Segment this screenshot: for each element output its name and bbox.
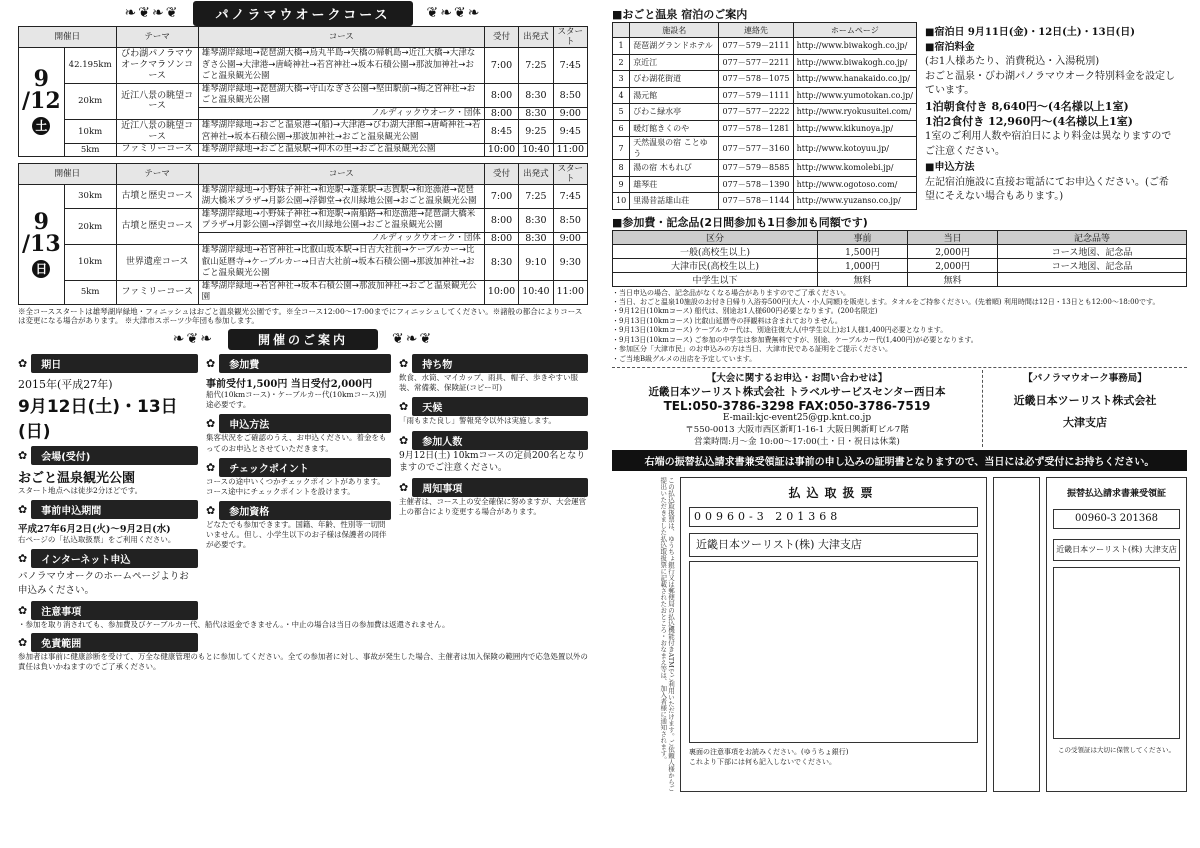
hotel-name: 雄琴荘: [630, 176, 719, 193]
hotel-index: 3: [613, 71, 630, 88]
venue-section: ✿ 会場(受付): [18, 446, 198, 465]
contact-email: E-mail:kjc-event25@gp.knt.co.jp: [722, 413, 872, 423]
course-route: 雄琴湖岸緑地→小野妹子神社→和迩駅→南船路→和迩漁港→琵琶湖大橋米プラザ→月影公園→浮御堂→衣川緑地公園→おごと温泉観光公園: [198, 208, 484, 232]
course-header-cell: テーマ: [116, 163, 198, 184]
course-header-cell: 受付: [484, 27, 518, 48]
ceremony-time: 9:25: [519, 120, 553, 144]
office-company: 近畿日本ツーリスト株式会社: [1013, 394, 1157, 407]
course-theme: 近江八景の眺望コース: [116, 83, 198, 119]
exempt-section: ✿ 免責範囲: [18, 633, 198, 652]
hotel-row: [613, 160, 917, 177]
course-theme: 近江八景の眺望コース: [116, 120, 198, 144]
day-date: [19, 48, 65, 156]
flower-icon: ✿: [399, 433, 409, 447]
stay-fee-sub: (お1人様あたり、消費税込・入湯税別): [925, 56, 1100, 67]
course-header-cell: スタート: [553, 27, 587, 48]
course-header-cell: コース: [198, 27, 484, 48]
course-row: [19, 245, 588, 280]
count-value: 9月12日(土) 10kmコースの定員200名となりますのでご注意ください。: [399, 450, 586, 473]
fee-note-line: ・9月13日(10kmコース) ケーブルカー代は、別途往復大人(中学生以上)お1人様1,400円必要となります。: [612, 326, 948, 335]
apply-value: 集客状況をご確認のうえ、お申込ください。着金をもってのお申込とさせていただきます。: [206, 433, 387, 453]
preapp-value: 平成27年6月2日(火)〜9月2日(水): [18, 524, 171, 536]
receipt-account: 00960-3 201368: [1053, 509, 1180, 529]
exempt-value: 参加者は事前に健康診断を受けて、万全な健康管理のもとに参加してください。全ての参加者に対し、事故が発生した場合、主催者は加入保険の範囲内で応急処置以外の責任は負いかねますのでご了承ください。: [18, 652, 588, 672]
fee-header-cell: 当日: [908, 230, 998, 244]
flower-icon: ✿: [18, 503, 28, 517]
start-time: 9:00: [553, 232, 587, 244]
flower-icon: ✿: [18, 357, 28, 371]
course-theme: びわ湖パノラマウオークマラソンコース: [116, 48, 198, 83]
reception-time: 8:30: [484, 245, 518, 280]
start-time: 9:45: [553, 120, 587, 144]
course-header-cell: 開催日: [19, 27, 117, 48]
course-header-cell: 出発式: [519, 163, 553, 184]
right-column: [612, 0, 1187, 848]
hotel-phone: 077－578－1075: [719, 71, 793, 88]
fee-cell: 1,000円: [817, 258, 907, 272]
hotel-url[interactable]: http://www.ogotoso.com/: [793, 176, 916, 193]
ceremony-time: 8:30: [519, 83, 553, 107]
flower-icon: ✿: [206, 460, 216, 474]
hotel-table: [612, 22, 917, 210]
course-route: 雄琴湖岸緑地→おごと温泉駅→仰木の里→おごと温泉観光公園: [198, 144, 484, 156]
fee-cell: 無料: [908, 272, 998, 286]
fee-cell: コース地図、記念品: [998, 258, 1187, 272]
fee-cell: [998, 272, 1187, 286]
hotel-row: [613, 54, 917, 71]
slip-note: 裏面の注意事項をお読みください。(ゆうちょ銀行): [689, 748, 849, 756]
receipt-slip: [1046, 477, 1187, 792]
course-distance: 20km: [64, 208, 116, 244]
hotel-header-cell: 施設名: [630, 23, 719, 38]
hotel-phone: 077－578－1281: [719, 120, 793, 137]
hotel-index: 7: [613, 137, 630, 160]
left-column: [18, 0, 588, 848]
receipt-payee: 近畿日本ツーリスト(株) 大津支店: [1053, 539, 1180, 561]
check-value: コースの途中いくつかチェックポイントがあります。コース途中にチェックポイントを設けます。: [206, 476, 385, 496]
slip-payee: 近畿日本ツーリスト(株) 大津支店: [689, 533, 978, 557]
weather-value: 「雨もまた良し」警報発令以外は実施します。: [399, 416, 556, 426]
hotel-name: びわこ緑水亭: [630, 104, 719, 121]
fee-cell: 中学生以下: [613, 272, 818, 286]
flower-icon: ✿: [399, 400, 409, 414]
course-row: [19, 48, 588, 83]
course-distance: 10km: [64, 120, 116, 144]
payment-slip: [680, 477, 987, 792]
info-col-2: [206, 354, 391, 597]
ceremony-time: 7:25: [519, 184, 553, 208]
course-route: 雄琴湖岸緑地→若宮神社→比叡山坂本駅→日吉大社前→ケーブルカー→比叡山延暦寺→ケーブルカー→日吉大社前→坂本石積公園→那波加神社→おごと温泉観光公園: [198, 245, 484, 280]
hotel-url[interactable]: http://www.biwakogh.co.jp/: [793, 38, 916, 55]
start-time: 11:00: [553, 280, 587, 304]
fee-row: [613, 244, 1187, 258]
stay-fee-title: ■宿泊料金: [925, 41, 975, 53]
count-section: ✿ 参加人数: [399, 431, 588, 450]
slip-notice-bar: 右端の振替払込請求書兼受領証は事前の申し込みの証明書となりますので、当日には必ず受付にお持ちください。: [612, 450, 1187, 471]
course-theme: 世界遺産コース: [116, 245, 198, 280]
day-dow: 土: [32, 117, 50, 135]
reception-time: 8:00: [484, 83, 518, 107]
course-theme: ファミリーコース: [116, 280, 198, 304]
reception-time: 7:00: [484, 48, 518, 83]
office-block: [982, 370, 1187, 447]
check-section: ✿ チェックポイント: [206, 458, 391, 477]
hotel-row: [613, 38, 917, 55]
hotel-name: 京近江: [630, 54, 719, 71]
day-day: /13: [22, 230, 61, 257]
hotel-index: 5: [613, 104, 630, 121]
course-route: 雄琴湖岸緑地→小野妹子神社→和迩駅→蓬莱駅→志賀駅→和迩漁港→琵琶湖大橋米プラザ→月影公園→浮御堂→衣川緑地公園→おごと温泉観光公園: [198, 184, 484, 208]
course-header-cell: スタート: [553, 163, 587, 184]
reception-time: 10:00: [484, 280, 518, 304]
start-time: 8:50: [553, 83, 587, 107]
venue-note: スタート地点へは徒歩2分ほどです。: [18, 486, 143, 496]
start-time: 7:45: [553, 184, 587, 208]
notice-section: ✿ 周知事項: [399, 478, 588, 497]
payment-slip-area: [612, 477, 1187, 792]
course-row: [19, 184, 588, 208]
day-date: [19, 184, 65, 304]
course-header-cell: コース: [198, 163, 484, 184]
hotel-name: 里湯昔話雄山荘: [630, 193, 719, 210]
course-distance: 20km: [64, 83, 116, 119]
fee-note-line: ・当日申込の場合、記念品がなくなる場合がありますのでご了承ください。: [612, 288, 850, 297]
hotel-row: [613, 137, 917, 160]
hotel-name: 湯の宿 木もれび: [630, 160, 719, 177]
start-time: 7:45: [553, 48, 587, 83]
hotel-url[interactable]: http://www.kotoyuu.jp/: [793, 137, 916, 160]
slip-instructions: この払込取扱票は、ゆうちょ銀行又は郵便局の払込機能付きATMでご利用いただけます。ご依頼人様からご提出いただきました払込取扱票に記載されたおところ・おなまえ等は、加入者様に通知されます。: [659, 477, 675, 792]
contact-addr: 〒550-0013 大阪市西区新町1-16-1 大阪日興新町ビル7階: [685, 425, 909, 435]
qual-section: ✿ 参加資格: [206, 501, 391, 520]
fee-note-line: ・当日、おごと温泉10施設のお付き日帰り入浴券500円(大人・小人同額)を販売します。タオルをご持参ください。(先着順) 利用時間は12日・13日とも12:00〜18:00です。: [612, 297, 1160, 306]
weather-section: ✿ 天候: [399, 397, 588, 416]
course-theme: 古墳と歴史コース: [116, 208, 198, 244]
notice-value: 主催者は、コース上の安全確保に努めますが、大会運営上の都合により変更する場合があります。: [399, 496, 587, 516]
ceremony-time: 10:40: [519, 280, 553, 304]
course-distance: 42.195km: [64, 48, 116, 83]
hotel-index: 10: [613, 193, 630, 210]
flower-icon: ✿: [206, 417, 216, 431]
dates-year: 2015年(平成27年): [18, 378, 113, 392]
hotel-area: [612, 6, 1187, 210]
hotel-name: 天然温泉の宿 ことゆう: [630, 137, 719, 160]
fee-cell: 2,000円: [908, 244, 998, 258]
hotel-url[interactable]: http://www.komolebi.jp/: [793, 160, 916, 177]
day-month: 9: [33, 66, 49, 93]
course-route: ノルディックウオーク・団体: [198, 107, 484, 119]
course-header-cell: 受付: [484, 163, 518, 184]
office-title: 【パノラマウオーク事務局】: [1023, 373, 1147, 384]
course-row: [19, 83, 588, 107]
hotel-row: [613, 120, 917, 137]
course-theme: 古墳と歴史コース: [116, 184, 198, 208]
receipt-note: この受領証は大切に保管してください。: [1058, 746, 1175, 754]
ceremony-time: 10:40: [519, 144, 553, 156]
fee-note: 船代(10kmコース)・ケーブルカー代(10kmコース)別途必要です。: [206, 390, 387, 410]
fee-note-line: ・9月12日(10kmコース) 船代は、別途お1人様600円必要となります。(200名限定): [612, 307, 878, 316]
info-col-1: [18, 354, 198, 597]
reception-time: 8:00: [484, 232, 518, 244]
bring-section: ✿ 持ち物: [399, 354, 588, 373]
start-time: 11:00: [553, 144, 587, 156]
apply-section: ✿ 申込方法: [206, 414, 391, 433]
fee-notes: [612, 289, 1187, 365]
course-table-day2: [18, 163, 588, 305]
fee-cell: 1,500円: [817, 244, 907, 258]
hotel-phone: 077－579－2111: [719, 38, 793, 55]
hotel-url[interactable]: http://www.hanakaido.co.jp/: [793, 71, 916, 88]
hotel-phone: 077－578－1390: [719, 176, 793, 193]
venue-value: おごと温泉観光公園: [18, 471, 136, 487]
course-distance: 5km: [64, 144, 116, 156]
slip-note2: これより下部には何も記入しないでください。: [689, 758, 836, 766]
qual-value: どなたでも参加できます。国籍、年齢、性別等一切問いません。但し、小学生以下のお子様は保護者の同伴が必要です。: [206, 519, 387, 550]
hotel-name: 琵琶湖グランドホテル: [630, 38, 719, 55]
course-banner-row: [18, 0, 588, 26]
fee-note-line: ・9月13日(10kmコース) ご参加の中学生は参加費無料ですが、別途、ケーブルカー代(1,400円)が必要となります。: [612, 335, 978, 344]
slip-stub: [993, 477, 1040, 792]
course-route: 雄琴湖岸緑地→琵琶湖大橋→烏丸半島→矢橋の帰帆島→近江大橋→大津なぎさ公園→大津港→唐崎神社→若宮神社→坂本石積公園→那波加神社→おごと温泉観光公園: [198, 48, 484, 83]
start-time: 9:00: [553, 107, 587, 119]
course-row: [19, 144, 588, 156]
flower-icon: ✿: [18, 449, 28, 463]
fee-cell: 無料: [817, 272, 907, 286]
hotel-url[interactable]: http://www.yumotokan.co.jp/: [793, 87, 916, 104]
ceremony-time: 8:30: [519, 232, 553, 244]
preapp-section: ✿ 事前申込期間: [18, 500, 198, 519]
hotel-index: 8: [613, 160, 630, 177]
office-branch: 大津支店: [1063, 416, 1107, 429]
course-header-cell: テーマ: [116, 27, 198, 48]
stay-info: [925, 6, 1175, 210]
reception-time: 10:00: [484, 144, 518, 156]
ceremony-time: 8:30: [519, 107, 553, 119]
fee-table: [612, 230, 1187, 287]
course-table-day1: [18, 26, 588, 157]
stay-apply: 左記宿泊施設に直接お電話にてお申込ください。(ご希望にそえない場合もあります。): [925, 176, 1169, 203]
fee-note-line: ・9月13日(10kmコース) 比叡山延暦寺の拝観料は含まれておりません。: [612, 316, 842, 325]
flower-icon: ✿: [399, 357, 409, 371]
course-distance: 30km: [64, 184, 116, 208]
contact-tel: TEL:050-3786-3298 FAX:050-3786-7519: [663, 399, 931, 413]
info-banner-row: [18, 328, 588, 350]
stay-fee-desc: おごと温泉・びわ湖パノラマウオーク特別料金を設定しています。: [925, 70, 1175, 96]
ornament-icon: ❦❧❦: [392, 331, 434, 348]
hotel-name: 湯元館: [630, 87, 719, 104]
course-row: [19, 120, 588, 144]
flower-icon: ✿: [18, 552, 28, 566]
fee-row: [613, 272, 1187, 286]
hotel-row: [613, 71, 917, 88]
ceremony-time: 9:10: [519, 245, 553, 280]
info-col-3: [399, 354, 588, 597]
hotel-row: [613, 176, 917, 193]
day-dow: 日: [32, 260, 50, 278]
info-banner: 開催のご案内: [228, 329, 378, 350]
ornament-icon: ❦❧❦❧: [426, 5, 482, 21]
start-time: 8:50: [553, 208, 587, 232]
fee-value: 事前受付1,500円 当日受付2,000円: [206, 379, 373, 391]
hotel-row: [613, 104, 917, 121]
caution-section: ✿ 注意事項: [18, 601, 198, 620]
contact-hours: 営業時間:月〜金 10:00〜17:00(土・日・祝日は休業): [694, 437, 900, 447]
fee-note-line: ・参加区分「大津市民」のお申込みの方は当日、大津市民である証明をご提示ください。: [612, 345, 892, 354]
hotel-phone: 077－578－1144: [719, 193, 793, 210]
ornament-icon: ❧❦❧: [172, 331, 214, 348]
course-distance: 10km: [64, 245, 116, 280]
hotel-block: [612, 6, 917, 210]
hotel-index: 1: [613, 38, 630, 55]
hotel-phone: 077－579－8585: [719, 160, 793, 177]
reception-time: 8:00: [484, 208, 518, 232]
dates-value: 9月12日(土)・13日(日): [18, 397, 178, 443]
day-day: /12: [22, 88, 61, 115]
hotel-phone: 077－577－2211: [719, 54, 793, 71]
contact-company: 近畿日本ツーリスト株式会社 トラベルサービスセンター西日本: [648, 386, 946, 398]
stay-plan1: 1泊朝食付き 8,640円〜(4名様以上1室): [925, 99, 1129, 113]
ornament-icon: ❧❦❧❦: [124, 5, 180, 21]
hotel-phone: 077－577－3160: [719, 137, 793, 160]
reception-time: 8:00: [484, 107, 518, 119]
stay-plan2: 1泊2食付き 12,960円〜(4名様以上1室): [925, 115, 1133, 129]
course-row: [19, 208, 588, 232]
hotel-url[interactable]: http://www.ryokusuitei.com/: [793, 104, 916, 121]
fee-header-cell: 記念品等: [998, 230, 1187, 244]
slip-title: 払込取扱票: [788, 486, 879, 500]
hotel-url[interactable]: http://www.yuzanso.co.jp/: [793, 193, 916, 210]
hotel-row: [613, 87, 917, 104]
caution-value: ・参加を取り消されても、参加費及びケーブルカー代、船代は返金できません。・中止の場合は当日の参加費は返還されません。: [18, 620, 450, 629]
contact-title: 【大会に関するお申込・お問い合わせは】: [706, 373, 888, 384]
start-time: 9:30: [553, 245, 587, 280]
hotel-header-cell: [613, 23, 630, 38]
hotel-row: [613, 193, 917, 210]
preapp-note: 右ページの「払込取扱票」をご利用ください。: [18, 535, 176, 545]
flower-icon: ✿: [399, 480, 409, 494]
hotel-name: 暖灯館きくのや: [630, 120, 719, 137]
fee-cell: 2,000円: [908, 258, 998, 272]
course-theme: ファミリーコース: [116, 144, 198, 156]
reception-time: 7:00: [484, 184, 518, 208]
fee-header-cell: 区分: [613, 230, 818, 244]
hotel-index: 4: [613, 87, 630, 104]
course-route: ノルディックウオーク・団体: [198, 232, 484, 244]
hotel-phone: 077－579－1111: [719, 87, 793, 104]
fee-title: ■参加費・記念品(2日間参加も1日参加も同額です): [612, 214, 1187, 230]
hotel-header-cell: ホームページ: [793, 23, 916, 38]
ceremony-time: 7:25: [519, 48, 553, 83]
hotel-title: ■おごと温泉 宿泊のご案内: [612, 6, 917, 22]
course-banner: パノラマウオークコース: [193, 1, 412, 26]
flower-icon: ✿: [206, 357, 216, 371]
course-route: 雄琴湖岸緑地→若宮神社→坂本石積公園→那波加神社→おごと温泉観光公園: [198, 280, 484, 304]
course-header-cell: 出発式: [519, 27, 553, 48]
internet-section: ✿ インターネット申込: [18, 549, 198, 568]
flower-icon: ✿: [18, 636, 28, 650]
hotel-name: びわ湖花街道: [630, 71, 719, 88]
dates-section: ✿ 期日: [18, 354, 198, 373]
course-notes: ※全コーススタートは雄琴湖岸緑地・フィニッシュはおごと温泉観光公園です。※全コース12:00〜17:00までにフィニッシュしてください。※諸般の都合によりコースは変更になる場合があります。 ※大津市スポーツ少年団も参加します。: [18, 306, 583, 326]
receipt-title: 振替払込請求書兼受領証: [1066, 489, 1166, 499]
flower-icon: ✿: [18, 604, 28, 617]
fee-section: ✿ 参加費: [206, 354, 391, 373]
fee-row: [613, 258, 1187, 272]
stay-dates: ■宿泊日 9月11日(金)・12日(土)・13日(日): [925, 27, 1136, 38]
contact-area: [612, 367, 1187, 447]
course-row: [19, 280, 588, 304]
course-route: 雄琴湖岸緑地→おごと温泉港→(船)→大津港→びわ湖大津館→唐崎神社→若宮神社→坂本石積公園→那波加神社→おごと温泉観光公園: [198, 120, 484, 144]
course-header-cell: 開催日: [19, 163, 117, 184]
stay-note: 1室のご利用人数や宿泊日により料金は異なりますのでご注意ください。: [925, 131, 1172, 157]
hotel-index: 2: [613, 54, 630, 71]
hotel-index: 6: [613, 120, 630, 137]
hotel-phone: 077－577－2222: [719, 104, 793, 121]
info-grid: [18, 354, 588, 597]
hotel-url[interactable]: http://www.biwakogh.co.jp/: [793, 54, 916, 71]
fee-header-cell: 事前: [817, 230, 907, 244]
reception-time: 8:45: [484, 120, 518, 144]
day-month: 9: [33, 208, 49, 235]
flower-icon: ✿: [206, 503, 216, 517]
fee-cell: 大津市民(高校生以上): [613, 258, 818, 272]
fee-cell: コース地図、記念品: [998, 244, 1187, 258]
course-distance: 5km: [64, 280, 116, 304]
internet-value: パノラマウオークのホームページよりお申込みください。: [18, 571, 189, 596]
contact-block: [612, 370, 982, 447]
course-route: 雄琴湖岸緑地→琵琶湖大橋→守山なぎさ公園→堅田駅前→梅之宮神社→おごと温泉観光公園: [198, 83, 484, 107]
bring-value: 飲食、水筒、マイカップ、雨具、帽子、歩きやすい服装、常備薬、保険証(コピー可): [399, 373, 578, 393]
ceremony-time: 8:30: [519, 208, 553, 232]
hotel-url[interactable]: http://www.kikunoya.jp/: [793, 120, 916, 137]
hotel-index: 9: [613, 176, 630, 193]
fee-note-line: ・ご当地B級グルメの出店を予定しています。: [612, 354, 757, 363]
stay-apply-title: ■申込方法: [925, 162, 975, 174]
receipt-body[interactable]: [1053, 567, 1180, 739]
fee-cell: 一般(高校生以上): [613, 244, 818, 258]
hotel-header-cell: 連絡先: [719, 23, 793, 38]
slip-form-body[interactable]: [689, 561, 978, 743]
slip-account: 00960-3 201368: [689, 507, 978, 527]
